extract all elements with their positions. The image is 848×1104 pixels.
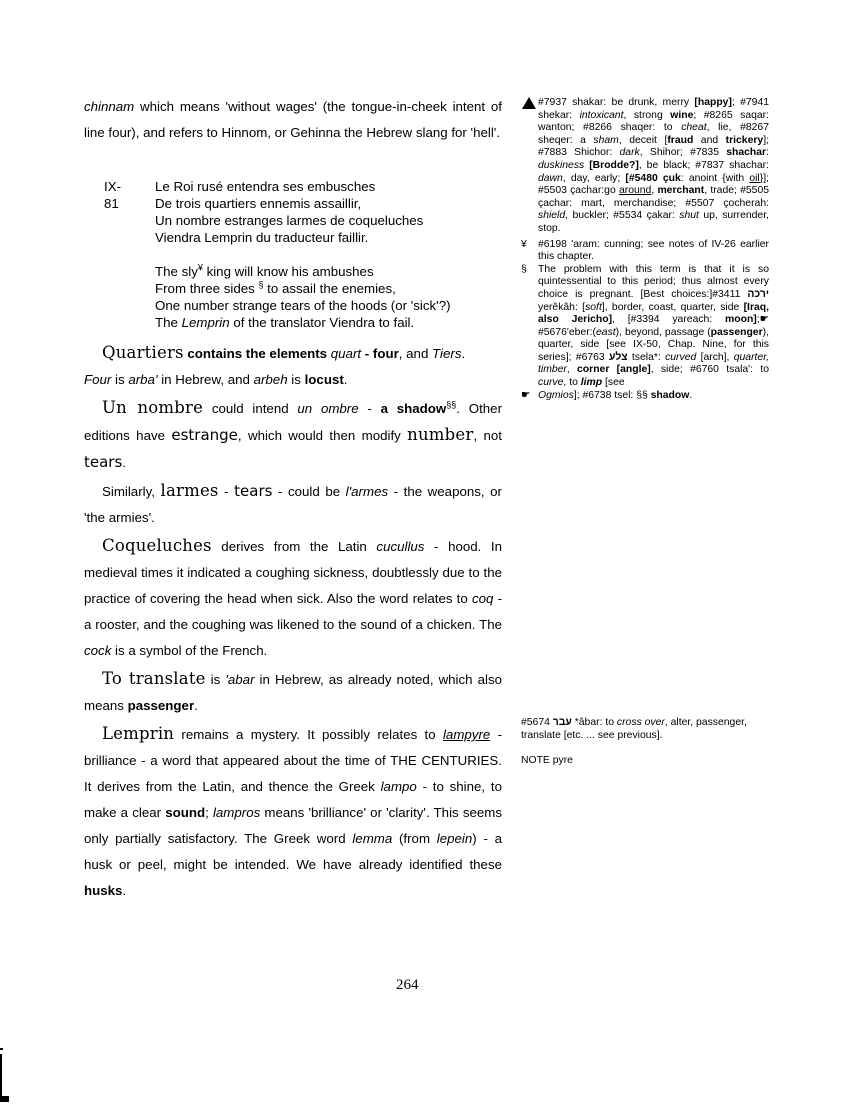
paragraph-coqueluches: Coqueluches derives from the Latin cucullus - hood. In medieval times it indicated a coughing sickness, doubtlessly due to the practice of covering the head when sick. Also the word relates to coq - a rooster, and the coughing was likened to the sound of a chicken. The cock is a symbol of the French. bbox=[84, 536, 503, 658]
french-line-3: Un nombre estranges larmes de coqueluches bbox=[155, 213, 424, 228]
footnote-mark-yen: ¥ bbox=[197, 262, 203, 273]
yen-mark: ¥ bbox=[521, 238, 527, 250]
paragraph-lemprin: Lemprin remains a mystery. It possibly relates to lampyre - brilliance - a word that appeared about the time of THE CENTURIES. It derives from the Latin, and thence the Greek lampo - to shine, to make a clear sound; lampros means 'brilliance' or 'clarity'. This seems only partially satisfactory. The Greek word lemma (from lepein) - a husk or peel, might be intended. We have already identified these husks. bbox=[84, 724, 503, 898]
french-line-1: Le Roi rusé entendra ses embusches bbox=[155, 179, 376, 194]
sidenotes-top bbox=[521, 97, 769, 402]
english-line-2: From three sides § to assail the enemies, bbox=[155, 279, 396, 296]
pointing-hand-icon-2: ☛ bbox=[521, 389, 531, 401]
paragraph-quartiers: Quartiers contains the elements quart - four, and Tiers. Four is arba' in Hebrew, and arbeh is locust. bbox=[84, 343, 466, 387]
paragraph-1: chinnam which means 'without wages' (the tongue-in-cheek intent of line four), and refers to Hinnom, or Gehinna the Hebrew slang for 'hell'. bbox=[84, 99, 502, 140]
note-triangle: #7937 shakar: be drunk, merry [happy]; #7941 shekar: intoxicant, strong wine; #8265 saqar: wanton; #8266 shaqer: to cheat, lie, #8267 sheqer: a sham, deceit [fraud and trickery]; #7883 Shichor: dark, Shihor; #7835 shachar: duskiness [Brodde?], be black; #7837 shachar: dawn, day, early; [#5480 çuk: anoint {with oil}]; #5503 çachar:go around, merchant, trade; #5505 çachar: mart, merchandise; #5507 çocherah: shield, buckler; #5534 çakar: shut up, surrender, stop. bbox=[521, 97, 769, 236]
scan-bracket-foot bbox=[0, 1096, 9, 1102]
english-line-1: The sly¥ king will know his ambushes bbox=[155, 262, 374, 279]
paragraph-un-nombre: Un nombre could intend un ombre - a shadow§§. Other editions have estrange, which would then modify number, not tears. bbox=[84, 398, 502, 471]
note-section: § The problem with this term is that it is so quintessential to this period; thus almost every choice is pregnant. [Best choices:]#3411 ירכה yerêkâh: [soft], border, coast, quarter, side [Iraq, also Jericho], [#3394 yareach: moon];☛#5676'eber:(east), beyond, passage (passenger), quarter, side [see IX-50, Chap. Nine, for this series]; #6763 צלע tsela*: curved [arch], quarter, timber, corner [angle], side; #6760 tsala': to curve, to limp [see ☛ Ogmios]; #6738 tsel: §§ shadow. bbox=[521, 263, 769, 401]
sidenotes-bottom bbox=[521, 717, 769, 768]
section-mark: § bbox=[521, 263, 527, 275]
main-text bbox=[84, 94, 502, 146]
scan-bracket bbox=[0, 1054, 2, 1100]
paragraph-translate: To translate is 'abar in Hebrew, as already noted, which also means passenger. bbox=[84, 669, 503, 713]
note-yen: ¥ #6198 'aram: cunning; see notes of IV-26 earlier this chapter. bbox=[521, 238, 769, 263]
note-abar: #5674 עבר *âbar: to cross over, alter, passenger, translate [etc. ... see previous]. bbox=[521, 717, 747, 741]
scan-mark bbox=[0, 1048, 3, 1050]
paragraph-larmes: Similarly, larmes - tears - could be l'armes - the weapons, or 'the armies'. bbox=[84, 481, 502, 525]
triangle-icon bbox=[522, 97, 536, 109]
english-line-3: One number strange tears of the hoods (or 'sick'?) bbox=[155, 298, 451, 313]
french-line-2: De trois quartiers ennemis assaillir, bbox=[155, 196, 362, 211]
note-pyre: NOTE pyre bbox=[521, 755, 573, 767]
pointing-hand-icon: ☛ bbox=[759, 314, 769, 326]
term-arba: arba' bbox=[128, 372, 158, 387]
quatrain-lines bbox=[155, 178, 515, 331]
main-text-body bbox=[84, 340, 502, 904]
quatrain-number: IX-81 bbox=[104, 179, 121, 211]
french-line-4: Viendra Lemprin du traducteur faillir. bbox=[155, 230, 369, 245]
page-number: 264 bbox=[396, 977, 419, 993]
term-chinnam: chinnam bbox=[84, 99, 135, 114]
footnote-mark-section: § bbox=[258, 279, 264, 290]
english-line-4: The Lemprin of the translator Viendra to fail. bbox=[155, 315, 415, 330]
